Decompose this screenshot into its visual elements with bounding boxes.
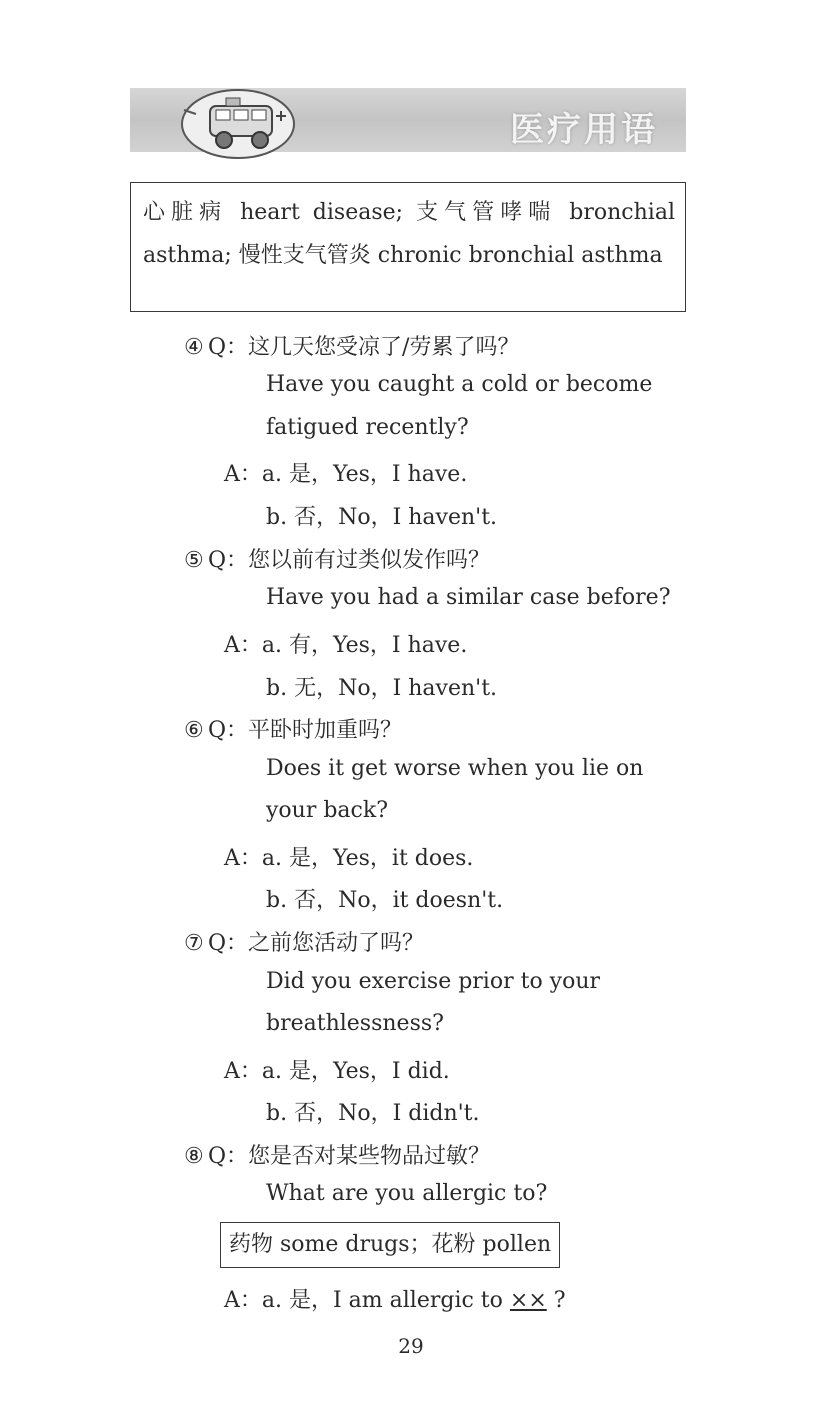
- answer-label: A：: [224, 462, 262, 487]
- question-number: ⑤: [184, 548, 204, 573]
- question-label: Q：: [208, 335, 249, 360]
- question-6-en-line2: your back?: [266, 798, 388, 823]
- question-6-zh: [184, 713, 402, 744]
- question-label: Q：: [208, 931, 249, 956]
- ambulance-icon: [176, 80, 306, 162]
- question-text-zh: 之前您活动了吗？: [248, 931, 425, 956]
- question-number: ④: [184, 335, 204, 360]
- question-7-zh: [184, 926, 424, 957]
- question-number: ⑦: [184, 931, 204, 956]
- answer-option-a: a. 有，Yes，I have.: [261, 633, 468, 658]
- question-text-zh: 这几天您受凉了/劳累了吗？: [248, 335, 520, 360]
- answer-5-a: [224, 628, 467, 659]
- question-8-zh: [184, 1139, 490, 1170]
- question-label: Q：: [208, 718, 249, 743]
- question-5-zh: [184, 543, 490, 574]
- answer-label: A：: [224, 1059, 262, 1084]
- answer-7-a: [224, 1054, 450, 1085]
- answer-option-a: a. 是，Yes，I did.: [261, 1059, 450, 1084]
- page-number: 29: [398, 1334, 424, 1358]
- question-5-en-line1: Have you had a similar case before?: [266, 585, 671, 610]
- question-number: ⑧: [184, 1144, 204, 1169]
- question-4-en-line1: Have you caught a cold or become: [266, 372, 653, 397]
- fill-in-blank: ××: [509, 1288, 547, 1313]
- answer-5-b: b. 无，No，I haven't.: [266, 676, 498, 701]
- answer-option-a: a. 是，Yes，it does.: [261, 846, 474, 871]
- allergen-options-box: 药物 some drugs；花粉 pollen: [220, 1222, 560, 1268]
- answer-label: A：: [224, 1288, 262, 1313]
- question-4-en-line2: fatigued recently?: [266, 415, 469, 440]
- question-number: ⑥: [184, 718, 204, 743]
- question-6-en-line1: Does it get worse when you lie on: [266, 756, 644, 781]
- question-7-en-line2: breathlessness?: [266, 1011, 444, 1036]
- answer-option-a: a. 是，Yes，I have.: [261, 462, 468, 487]
- answer-4-b: b. 否，No，I haven't.: [266, 505, 498, 530]
- answer-4-a: [224, 457, 467, 488]
- vocabulary-text: 心脏病 heart disease; 支气管哮喘 bronchial asthma; 慢性支气管炎 chronic bronchial asthma: [143, 200, 675, 268]
- question-text-zh: 您以前有过类似发作吗？: [248, 548, 491, 573]
- question-text-zh: 您是否对某些物品过敏？: [248, 1144, 491, 1169]
- question-label: Q：: [208, 548, 249, 573]
- answer-7-b: b. 否，No，I didn't.: [266, 1101, 480, 1126]
- question-7-en-line1: Did you exercise prior to your: [266, 969, 601, 994]
- answer-prefix: a. 是，I am allergic to: [261, 1288, 510, 1313]
- answer-8-a: [224, 1283, 566, 1314]
- banner-title: 医疗用语: [510, 110, 658, 150]
- question-label: Q：: [208, 1144, 249, 1169]
- answer-label: A：: [224, 846, 262, 871]
- answer-label: A：: [224, 633, 262, 658]
- vocabulary-box: [130, 182, 686, 312]
- answer-6-b: b. 否，No，it doesn't.: [266, 888, 504, 913]
- question-text-zh: 平卧时加重吗？: [248, 718, 403, 743]
- answer-suffix: ?: [546, 1288, 566, 1313]
- answer-6-a: [224, 841, 473, 872]
- question-8-en-line1: What are you allergic to?: [266, 1181, 548, 1206]
- question-4-zh: [184, 330, 519, 361]
